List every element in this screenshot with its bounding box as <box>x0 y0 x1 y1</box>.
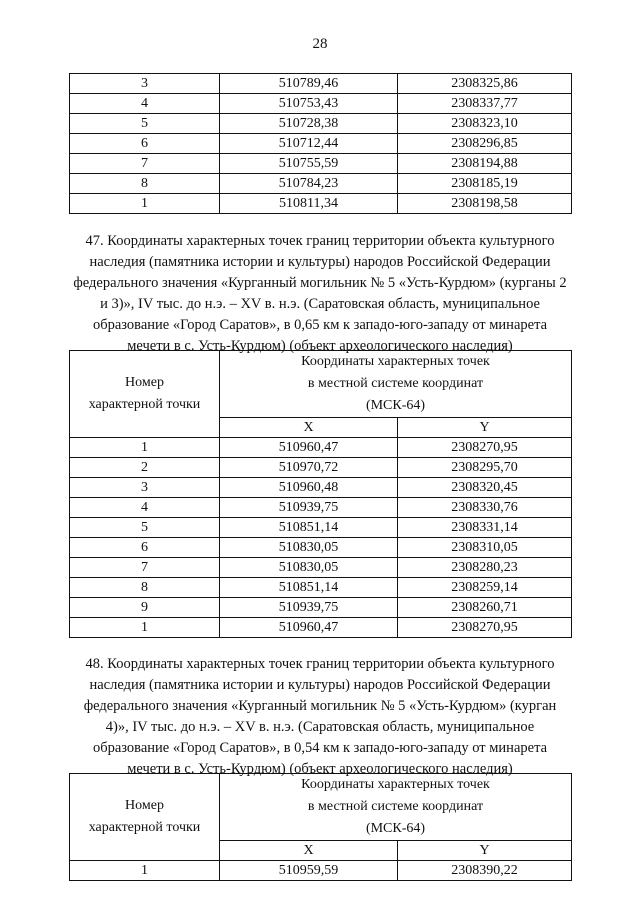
y-coordinate-cell: 2308295,70 <box>398 458 572 478</box>
table-row <box>70 478 572 498</box>
heading-line: образование «Город Саратов», в 0,54 км к западо-юго-западу от минарета <box>92 740 548 756</box>
coordinates-table-48 <box>69 773 572 881</box>
point-number-cell: 5 <box>70 518 220 538</box>
table-row <box>70 518 572 538</box>
point-number-header: Номер характерной точки <box>70 774 220 861</box>
y-coordinate-cell: 2308296,85 <box>398 134 572 154</box>
y-coordinate-cell: 2308337,77 <box>398 94 572 114</box>
point-number-cell: 6 <box>70 134 220 154</box>
table-row <box>70 861 572 881</box>
x-coordinate-cell: 510939,75 <box>220 598 398 618</box>
y-coordinate-cell: 2308325,86 <box>398 74 572 94</box>
y-coordinate-cell: 2308320,45 <box>398 478 572 498</box>
x-coordinate-cell: 510851,14 <box>220 578 398 598</box>
x-coordinate-cell: 510960,47 <box>220 438 398 458</box>
table-row <box>70 618 572 638</box>
y-coordinate-cell: 2308323,10 <box>398 114 572 134</box>
point-number-header: Номер характерной точки <box>70 351 220 438</box>
page-number: 28 <box>312 36 328 52</box>
table-row <box>70 598 572 618</box>
table-row <box>70 558 572 578</box>
x-coordinate-cell: 510712,44 <box>220 134 398 154</box>
table-row <box>70 154 572 174</box>
coordinates-header: Координаты характерных точек в местной системе координат (МСК-64) <box>220 774 572 841</box>
table-row <box>70 578 572 598</box>
x-coordinate-cell: 510830,05 <box>220 538 398 558</box>
point-number-cell: 7 <box>70 154 220 174</box>
y-coordinate-cell: 2308259,14 <box>398 578 572 598</box>
point-number-cell: 8 <box>70 578 220 598</box>
heading-line: мечети в с. Усть-Курдюм) (объект археологического наследия) <box>127 338 513 354</box>
x-coordinate-cell: 510811,34 <box>220 194 398 214</box>
table-row <box>70 538 572 558</box>
coordinates-table-continued <box>69 73 572 214</box>
heading-line: и 3)», IV тыс. до н.э. – XV в. н.э. (Саратовская область, муниципальное <box>100 296 540 312</box>
point-number-cell: 7 <box>70 558 220 578</box>
table-body <box>70 861 572 881</box>
y-coordinate-cell: 2308185,19 <box>398 174 572 194</box>
y-coordinate-cell: 2308310,05 <box>398 538 572 558</box>
table-row <box>70 498 572 518</box>
point-number-cell: 2 <box>70 458 220 478</box>
point-number-cell: 3 <box>70 74 220 94</box>
heading-line: образование «Город Саратов», в 0,65 км к западо-юго-западу от минарета <box>92 317 548 333</box>
y-coordinate-cell: 2308198,58 <box>398 194 572 214</box>
heading-line: 48. Координаты характерных точек границ территории объекта культурного <box>85 656 555 672</box>
heading-line: федерального значения «Курганный могильник № 5 «Усть-Курдюм» (курган <box>83 698 557 714</box>
y-column-header: Y <box>398 841 572 861</box>
heading-line: федерального значения «Курганный могильник № 5 «Усть-Курдюм» (курганы 2 <box>73 275 567 291</box>
table-body <box>70 438 572 638</box>
table-row <box>70 194 572 214</box>
heading-line: 4)», IV тыс. до н.э. – XV в. н.э. (Саратовская область, муниципальное <box>105 719 535 735</box>
point-number-cell: 1 <box>70 194 220 214</box>
x-coordinate-cell: 510789,46 <box>220 74 398 94</box>
y-coordinate-cell: 2308330,76 <box>398 498 572 518</box>
table-row <box>70 114 572 134</box>
heading-line: мечети в с. Усть-Курдюм) (объект археологического наследия) <box>127 761 513 777</box>
x-coordinate-cell: 510851,14 <box>220 518 398 538</box>
point-number-cell: 4 <box>70 94 220 114</box>
heading-line: наследия (памятника истории и культуры) народов Российской Федерации <box>89 254 551 270</box>
point-number-cell: 1 <box>70 861 220 881</box>
heading-line: 47. Координаты характерных точек границ территории объекта культурного <box>85 233 555 249</box>
table-row <box>70 94 572 114</box>
y-column-header: Y <box>398 418 572 438</box>
x-coordinate-cell: 510960,47 <box>220 618 398 638</box>
point-number-cell: 9 <box>70 598 220 618</box>
y-coordinate-cell: 2308270,95 <box>398 618 572 638</box>
table-row <box>70 134 572 154</box>
coordinates-header: Координаты характерных точек в местной системе координат (МСК-64) <box>220 351 572 418</box>
x-coordinate-cell: 510753,43 <box>220 94 398 114</box>
table-row <box>70 458 572 478</box>
x-coordinate-cell: 510728,38 <box>220 114 398 134</box>
y-coordinate-cell: 2308280,23 <box>398 558 572 578</box>
coordinates-table-47 <box>69 350 572 638</box>
heading-line: наследия (памятника истории и культуры) народов Российской Федерации <box>89 677 551 693</box>
y-coordinate-cell: 2308331,14 <box>398 518 572 538</box>
x-coordinate-cell: 510755,59 <box>220 154 398 174</box>
point-number-cell: 6 <box>70 538 220 558</box>
point-number-cell: 1 <box>70 438 220 458</box>
x-column-header: X <box>220 841 398 861</box>
x-coordinate-cell: 510960,48 <box>220 478 398 498</box>
table-body <box>70 74 572 214</box>
point-number-cell: 8 <box>70 174 220 194</box>
x-coordinate-cell: 510784,23 <box>220 174 398 194</box>
x-coordinate-cell: 510939,75 <box>220 498 398 518</box>
table-row <box>70 74 572 94</box>
x-coordinate-cell: 510970,72 <box>220 458 398 478</box>
table-row <box>70 174 572 194</box>
y-coordinate-cell: 2308194,88 <box>398 154 572 174</box>
section-48-heading <box>60 654 580 780</box>
x-coordinate-cell: 510959,59 <box>220 861 398 881</box>
point-number-cell: 4 <box>70 498 220 518</box>
y-coordinate-cell: 2308390,22 <box>398 861 572 881</box>
table-row <box>70 438 572 458</box>
point-number-cell: 1 <box>70 618 220 638</box>
y-coordinate-cell: 2308270,95 <box>398 438 572 458</box>
section-47-heading <box>60 231 580 357</box>
x-coordinate-cell: 510830,05 <box>220 558 398 578</box>
point-number-cell: 5 <box>70 114 220 134</box>
y-coordinate-cell: 2308260,71 <box>398 598 572 618</box>
point-number-cell: 3 <box>70 478 220 498</box>
x-column-header: X <box>220 418 398 438</box>
